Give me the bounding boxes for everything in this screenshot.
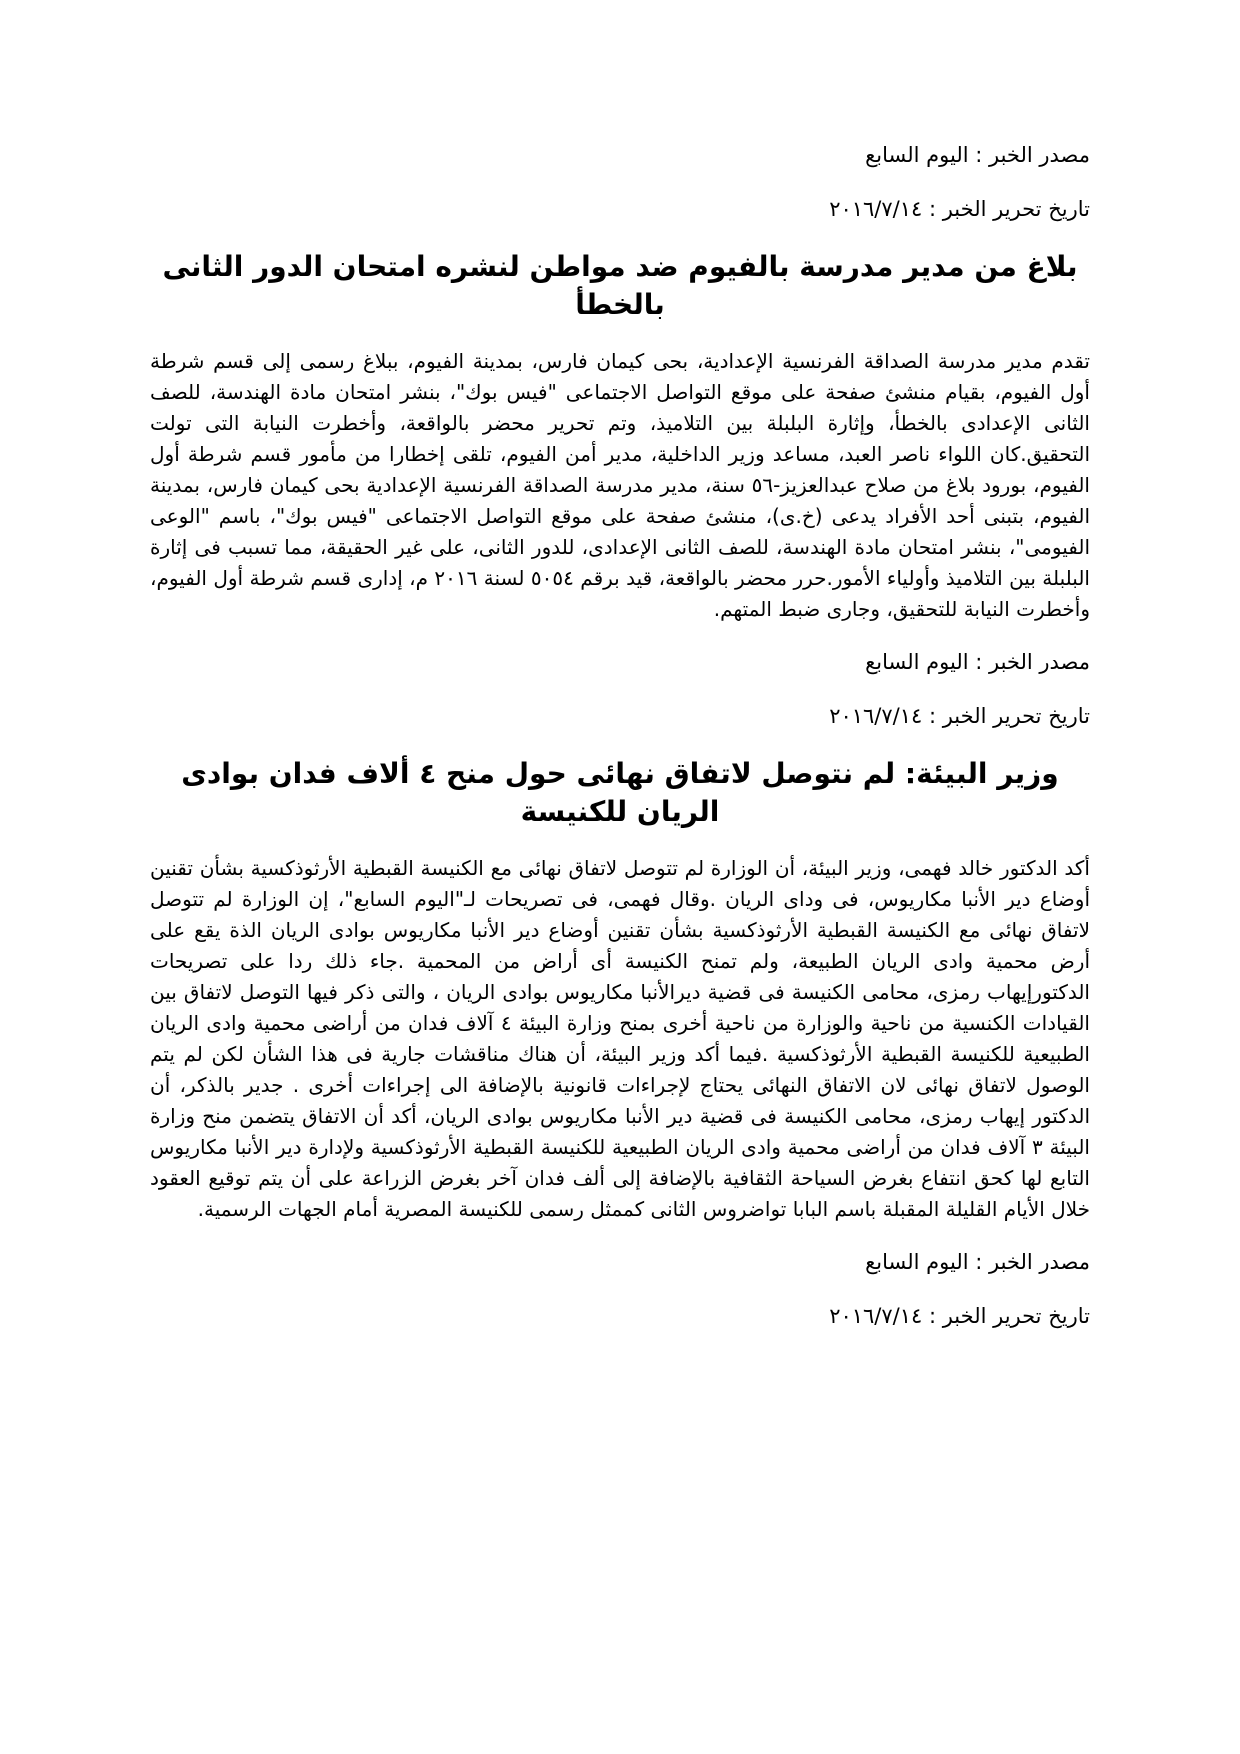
article-date: تاريخ تحرير الخبر : ٢٠١٦/٧/١٤ [829, 197, 1090, 221]
article-source: مصدر الخبر : اليوم السابع [865, 143, 1090, 167]
article-3-meta [150, 1247, 1090, 1331]
document-page [150, 140, 1090, 1355]
article-headline: بلاغ من مدير مدرسة بالفيوم ضد مواطن لنشره امتحان الدور الثانى بالخطأ [162, 250, 1078, 321]
article-date: تاريخ تحرير الخبر : ٢٠١٦/٧/١٤ [829, 704, 1090, 728]
article-headline: وزير البيئة: لم نتوصل لاتفاق نهائى حول منح ٤ ألاف فدان بوادى الريان للكنيسة [181, 757, 1059, 828]
article-2 [150, 647, 1090, 1225]
article-1 [150, 140, 1090, 625]
article-date: تاريخ تحرير الخبر : ٢٠١٦/٧/١٤ [829, 1304, 1090, 1328]
article-body: تقدم مدير مدرسة الصداقة الفرنسية الإعدادية، بحى كيمان فارس، بمدينة الفيوم، ببلاغ رسمى إلى قسم شرطة أول الفيوم، بقيام منشئ صفحة على موقع التواصل الاجتماعى "فيس بوك"، بنشر امتحان مادة الهندسة، للصف الثانى الإعدادى بالخطأ، وإثارة البلبلة بين التلاميذ، وتم تحرير محضر بالواقعة، وأخطرت النيابة التى تولت التحقيق.كان اللواء ناصر العبد، مساعد وزير الداخلية، مدير أمن الفيوم، تلقى إخطارا من مأمور قسم شرطة أول الفيوم، بورود بلاغ من صلاح عبدالعزيز-٥٦ سنة، مدير مدرسة الصداقة الفرنسية الإعدادية بحى كيمان فارس، بمدينة الفيوم، بتبنى أحد الأفراد يدعى (خ.ى)، منشئ صفحة على موقع التواصل الاجتماعى "فيس بوك"، باسم "الوعى الفيومى"، بنشر امتحان مادة الهندسة، للصف الثانى الإعدادى، للدور الثانى، على غير الحقيقة، مما تسبب فى إثارة البلبلة بين التلاميذ وأولياء الأمور.حرر محضر بالواقعة، قيد برقم ٥٠٥٤ لسنة ٢٠١٦ م، إدارى قسم شرطة أول الفيوم، وأخطرت النيابة للتحقيق، وجارى ضبط المتهم. [150, 349, 1090, 621]
article-source: مصدر الخبر : اليوم السابع [865, 1250, 1090, 1274]
article-body: أكد الدكتور خالد فهمى، وزير البيئة، أن الوزارة لم تتوصل لاتفاق نهائى مع الكنيسة القبطية الأرثوذكسية بشأن تقنين أوضاع دير الأنبا مكاريوس، فى وداى الريان .وقال فهمى، فى تصريحات لـ"اليوم السابع"، إن الوزارة لم تتوصل لاتفاق نهائى مع الكنيسة القبطية الأرثوذكسية بشأن تقنين أوضاع دير الأنبا مكاريوس بوادى الريان الذة يقع على أرض محمية وادى الريان الطبيعة، ولم تمنح الكنيسة أى أراض من المحمية .جاء ذلك ردا على تصريحات الدكتورإيهاب رمزى، محامى الكنيسة فى قضية ديرالأنبا مكاريوس بوادى الريان ، والتى ذكر فيها التوصل لاتفاق بين القيادات الكنسية من ناحية والوزارة من ناحية أخرى بمنح وزارة البيئة ٤ آلاف فدان من أراضى محمية وادى الريان الطبيعية للكنيسة القبطية الأرثوذكسية .فيما أكد وزير البيئة، أن هناك مناقشات جارية فى هذا الشأن لكن لم يتم الوصول لاتفاق نهائى لان الاتفاق النهائى يحتاج لإجراءات قانونية بالإضافة الى إجراءات أخرى . جدير بالذكر، أن الدكتور إيهاب رمزى، محامى الكنيسة فى قضية دير الأنبا مكاريوس بوادى الريان، أكد أن الاتفاق يتضمن منح وزارة البيئة ٣ آلاف فدان من أراضى محمية وادى الريان الطبيعية للكنيسة القبطية الأرثوذكسية ولإدارة دير الأنبا مكاريوس التابع لها كحق انتفاع بغرض السياحة الثقافية بالإضافة إلى ألف فدان آخر بغرض الزراعة على أن يتم توقيع العقود خلال الأيام القليلة المقبلة باسم البابا تواضروس الثانى كممثل رسمى للكنيسة المصرية أمام الجهات الرسمية. [150, 856, 1090, 1221]
article-source: مصدر الخبر : اليوم السابع [865, 650, 1090, 674]
